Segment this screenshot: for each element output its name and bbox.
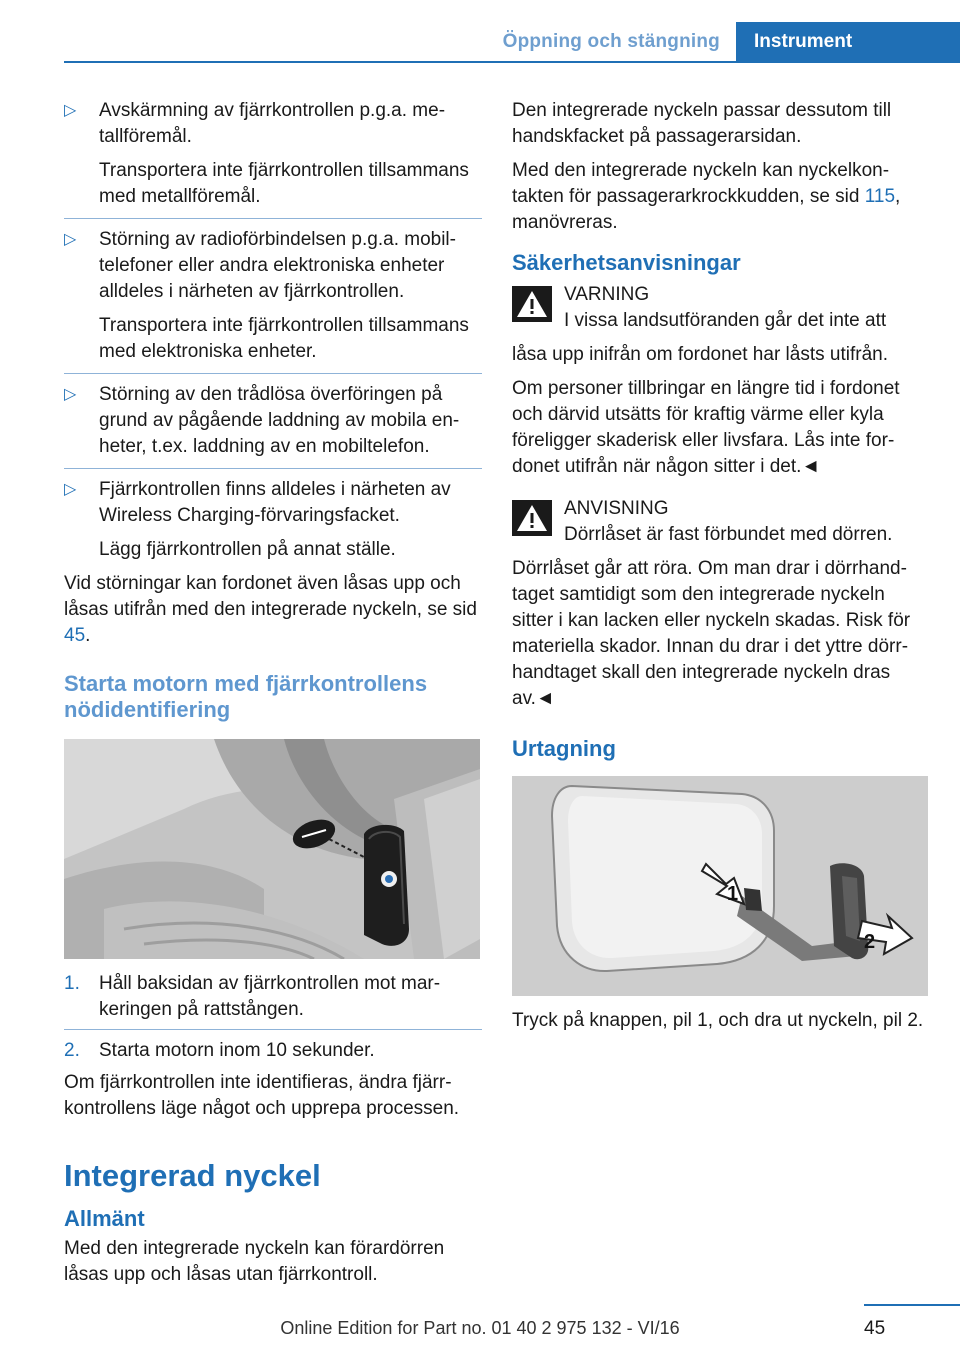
bullet-item bbox=[64, 477, 482, 563]
bullet-text: Transportera inte fjärrkontrollen tillsammans med metallföremål. bbox=[99, 160, 469, 207]
bullet-text: Störning av radioförbindelsen p.g.a. mobiltelefoner eller andra elektroniska enheter alldeles i närheten av fjärrkontrollen. bbox=[99, 229, 456, 302]
warning-block bbox=[512, 282, 930, 480]
paragraph: Med den integrerade nyckeln kan förardörren låsas upp och låsas utan fjärrkontroll. bbox=[64, 1238, 445, 1285]
key-removal-image bbox=[512, 776, 928, 996]
notice-block bbox=[512, 496, 930, 712]
edition-footer: Online Edition for Part no. 01 40 2 975 132 - VI/16 bbox=[280, 1318, 680, 1338]
key-removal-illustration bbox=[512, 776, 928, 996]
paragraph: Den integrerade nyckeln passar dessutom till handskfacket på passagerarsidan. bbox=[512, 100, 892, 147]
notice-text: Dörrlåset går att röra. Om man drar i dörrhandtaget samtidigt som den integrerade nyckeln sitter i kan lacken eller nyckeln skadas. Risk för materiella skador. Innan du drar i det yttre dörrhandtaget skall den integrerade nyckeln dras av.◄ bbox=[512, 558, 911, 709]
tab-label: Instrument bbox=[754, 31, 853, 52]
bullet-separator bbox=[64, 373, 482, 374]
section-heading: Säkerhetsanvisningar bbox=[512, 250, 741, 275]
header-rule bbox=[64, 61, 960, 63]
arrow-label-1: 1 bbox=[727, 883, 739, 905]
numbered-step bbox=[64, 1038, 482, 1064]
bullet-marker: ▷ bbox=[64, 102, 77, 119]
bullet-item bbox=[64, 98, 482, 210]
warning-label: VARNING bbox=[564, 284, 650, 305]
bullet-marker: ▷ bbox=[64, 231, 77, 248]
arrow-label-2: 2 bbox=[864, 931, 876, 953]
bullet-item bbox=[64, 382, 482, 460]
bullet-marker: ▷ bbox=[64, 386, 77, 403]
bullet-text: Störning av den trådlösa överföringen på grund av pågående laddning av mobila enheter, t.ex. laddning av en mobiltelefon. bbox=[99, 384, 460, 457]
warning-triangle-icon bbox=[512, 286, 552, 322]
paragraph-text: Vid störningar kan fordonet även låsas upp och låsas utifrån med den integrerade nyckeln, se sid bbox=[64, 573, 477, 620]
steering-column-illustration bbox=[64, 739, 480, 959]
bullet-text: Lägg fjärrkontrollen på annat ställe. bbox=[99, 539, 396, 560]
paragraph bbox=[64, 571, 482, 649]
step-text: Håll baksidan av fjärrkontrollen mot markeringen på rattstången. bbox=[99, 973, 441, 1020]
running-header-tab bbox=[736, 22, 960, 63]
paragraph-text: . bbox=[85, 625, 91, 646]
running-header-section: Öppning och stängning bbox=[502, 31, 720, 52]
footer-rule bbox=[864, 1304, 960, 1306]
notice-label: ANVISNING bbox=[564, 498, 669, 519]
step-text: Starta motorn inom 10 sekunder. bbox=[99, 1040, 375, 1061]
bullet-text: Transportera inte fjärrkontrollen tillsammans med elektroniska enheter. bbox=[99, 315, 469, 362]
paragraph: Om fjärrkontrollen inte identifieras, ändra fjärrkontrollens läge något och upprepa processen. bbox=[64, 1072, 460, 1119]
notice-title-row bbox=[512, 496, 930, 548]
warning-text: I vissa landsutföranden går det inte att bbox=[564, 310, 887, 331]
bullet-marker: ▷ bbox=[64, 481, 77, 498]
bullet-separator bbox=[64, 468, 482, 469]
paragraph-text: , manövreras. bbox=[512, 186, 901, 233]
bullet-item bbox=[64, 227, 482, 365]
bullet-text: Avskärmning av fjärrkontrollen p.g.a. metallföremål. bbox=[99, 100, 446, 147]
warning-text: låsa upp inifrån om fordonet har låsts utifrån. bbox=[512, 344, 888, 365]
chapter-heading: Integrerad nyckel bbox=[64, 1158, 321, 1193]
left-column bbox=[64, 98, 482, 1296]
step-number: 2. bbox=[64, 1040, 80, 1061]
page-number: 45 bbox=[864, 1318, 886, 1339]
right-column bbox=[512, 98, 930, 1042]
bullet-separator bbox=[64, 218, 482, 219]
steering-column-image bbox=[64, 739, 480, 959]
paragraph bbox=[512, 158, 930, 236]
numbered-step bbox=[64, 971, 482, 1023]
subsection-heading: Urtagning bbox=[512, 736, 616, 761]
bullet-text: Fjärrkontrollen finns alldeles i närheten av Wireless Charging-förvaringsfacket. bbox=[99, 479, 451, 526]
step-number: 1. bbox=[64, 973, 80, 994]
page-link[interactable]: 45 bbox=[64, 625, 86, 646]
step-separator bbox=[64, 1029, 482, 1030]
page-link[interactable]: 115 bbox=[864, 186, 896, 207]
notice-text: Dörrlåset är fast förbundet med dörren. bbox=[564, 524, 893, 545]
notice-triangle-icon bbox=[512, 500, 552, 536]
warning-title-row bbox=[512, 282, 930, 334]
warning-text: Om personer tillbringar en längre tid i fordonet och därvid utsätts för kraftig värme eller kyla föreligger skaderisk eller livsfara. Lås inte fordonet utifrån när någon sitter i det.◄ bbox=[512, 378, 900, 477]
paragraph: Tryck på knappen, pil 1, och dra ut nyckeln, pil 2. bbox=[512, 1010, 924, 1031]
subsection-heading: Allmänt bbox=[64, 1206, 145, 1231]
paragraph-text: Med den integrerade nyckeln kan nyckelkontakten för passagerarkrockkudden, se sid bbox=[512, 160, 890, 207]
section-heading: Starta motorn med fjärrkontrollens nödidentifiering bbox=[64, 671, 428, 722]
